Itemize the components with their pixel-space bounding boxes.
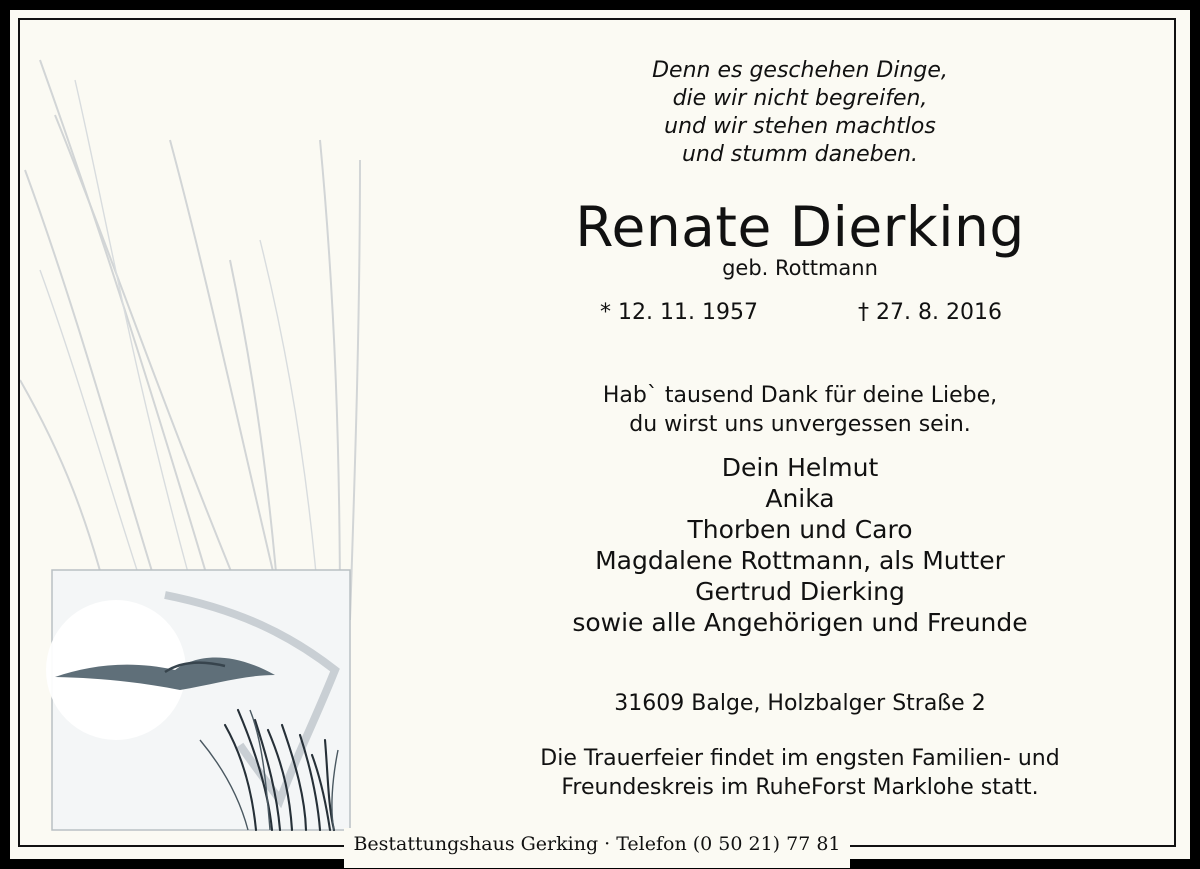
family-list bbox=[420, 452, 1180, 638]
maiden-name: geb. Rottmann bbox=[722, 256, 878, 280]
death-date: † 27. 8. 2016 bbox=[858, 300, 1002, 325]
family-member: Magdalene Rottmann, als Mutter bbox=[595, 546, 1005, 575]
thanks-line: du wirst uns unvergessen sein. bbox=[629, 412, 971, 437]
thanks-message bbox=[420, 381, 1180, 439]
quote-line: und stumm daneben. bbox=[681, 142, 919, 167]
bird-and-grass-illustration bbox=[20, 20, 380, 847]
funeral-home-footer: Bestattungshaus Gerking · Telefon (0 50 21) 77 81 bbox=[353, 833, 841, 855]
quote-line: Denn es geschehen Dinge, bbox=[652, 58, 948, 83]
quote bbox=[420, 57, 1180, 169]
birth-date: * 12. 11. 1957 bbox=[600, 300, 758, 325]
funeral-notice bbox=[420, 744, 1180, 802]
quote-line: die wir nicht begreifen, bbox=[672, 86, 928, 111]
family-member: Dein Helmut bbox=[721, 453, 879, 482]
quote-line: und wir stehen machtlos bbox=[664, 114, 936, 139]
deceased-name: Renate Dierking bbox=[575, 195, 1025, 259]
family-member: Thorben und Caro bbox=[687, 515, 913, 544]
family-member: sowie alle Angehörigen und Freunde bbox=[572, 608, 1028, 637]
obituary-text bbox=[420, 0, 1180, 869]
funeral-line: Die Trauerfeier findet im engsten Familien- und bbox=[540, 746, 1060, 771]
thanks-line: Hab` tausend Dank für deine Liebe, bbox=[602, 383, 998, 408]
address: 31609 Balge, Holzbalger Straße 2 bbox=[614, 691, 986, 716]
family-member: Anika bbox=[765, 484, 835, 513]
funeral-line: Freundeskreis im RuheForst Marklohe statt. bbox=[561, 775, 1039, 800]
family-member: Gertrud Dierking bbox=[695, 577, 905, 606]
